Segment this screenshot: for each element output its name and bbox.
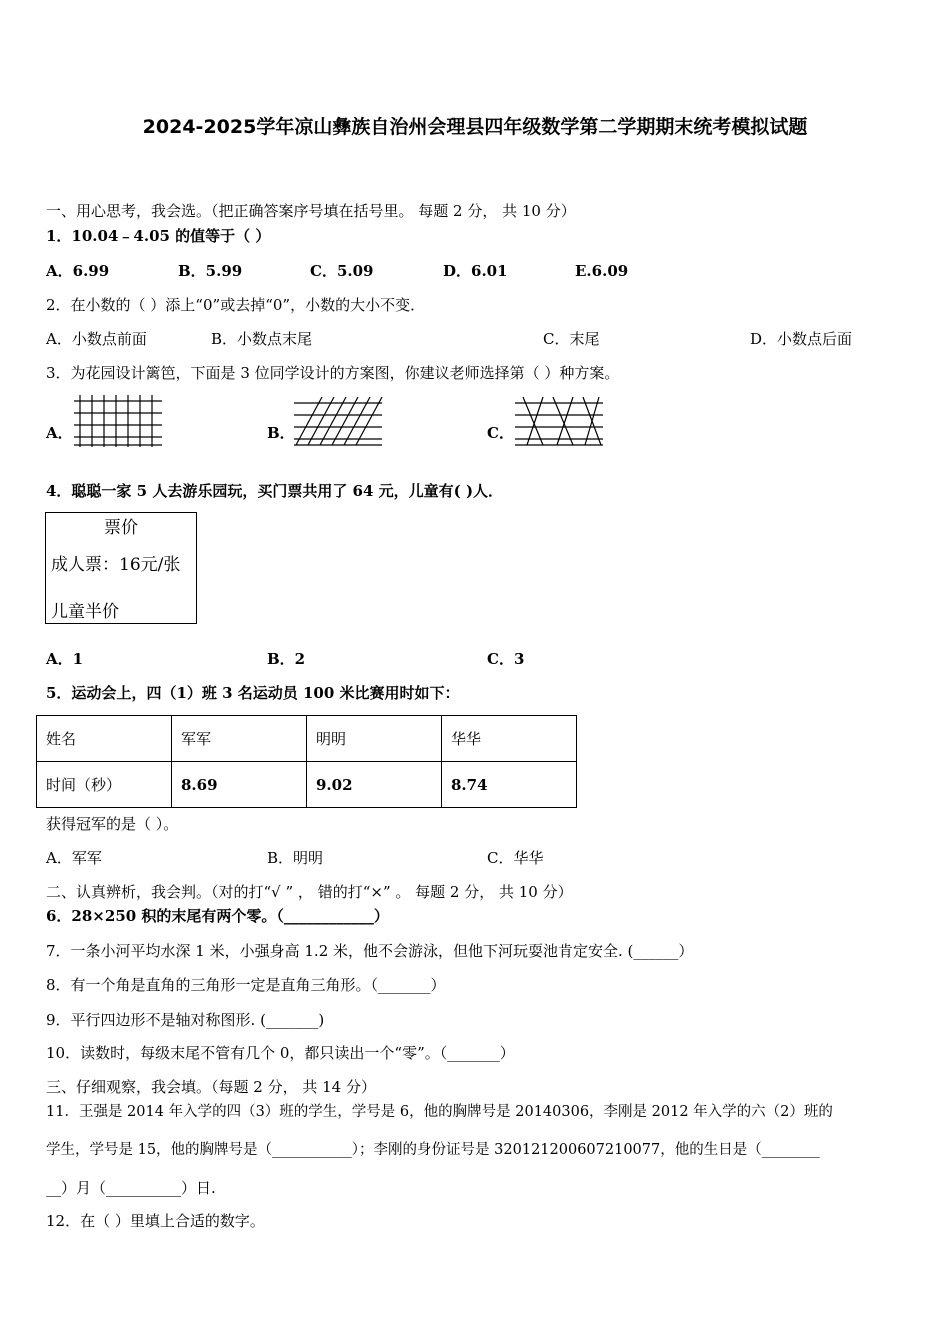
q2-option-a: A．小数点前面 — [46, 330, 147, 348]
ticket-child-price: 儿童半价 — [51, 602, 119, 622]
q4-option-a: A．1 — [46, 650, 84, 668]
q2-option-b: B．小数点末尾 — [211, 330, 313, 348]
ticket-title: 票价 — [104, 518, 138, 538]
q1-option-d: D．6.01 — [443, 262, 508, 280]
question-5: 5．运动会上，四（1）班 3 名运动员 100 米比赛用时如下： — [46, 684, 460, 702]
question-11-line-2: 学生，学号是 15，他的胸牌号是（___________）；李刚的身份证号是 320121200607210077，他的生日是（________ — [46, 1142, 820, 1158]
q5-option-a: A．军军 — [46, 849, 102, 867]
q3-option-a: A． — [46, 424, 73, 442]
table-cell: 明明 — [307, 716, 442, 762]
q4-option-b: B．2 — [267, 650, 306, 668]
q2-option-d: D．小数点后面 — [750, 330, 853, 348]
table-cell: 时间（秒） — [37, 762, 172, 808]
q1-option-e: E.6.09 — [575, 262, 629, 280]
question-6: 6．28×250 积的末尾有两个零。（____________） — [46, 907, 389, 925]
question-8: 8．有一个角是直角的三角形一定是直角三角形。（_______） — [46, 976, 446, 994]
q5-option-b: B．明明 — [267, 849, 324, 867]
fence-c-figure — [513, 395, 605, 447]
q2-option-c: C．末尾 — [543, 330, 600, 348]
question-9: 9．平行四边形不是轴对称图形. (_______) — [46, 1011, 325, 1029]
question-3: 3．为花园设计篱笆，下面是 3 位同学设计的方案图，你建议老师选择第（ ）种方案。 — [46, 364, 620, 382]
question-12: 12．在（ ）里填上合适的数字。 — [46, 1212, 265, 1230]
q1-option-a: A．6.99 — [46, 262, 110, 280]
question-1: 1．10.04﹣4.05 的值等于（ ） — [46, 227, 271, 245]
q5-option-c: C．华华 — [487, 849, 544, 867]
q4-option-c: C．3 — [487, 650, 525, 668]
table-cell: 8.74 — [442, 762, 577, 808]
table-cell: 姓名 — [37, 716, 172, 762]
ticket-price-box — [45, 512, 197, 624]
table-cell: 9.02 — [307, 762, 442, 808]
section-1-header: 一、用心思考，我会选。（把正确答案序号填在括号里。 每题 2 分， 共 10 分） — [46, 202, 576, 220]
q3-option-b: B． — [267, 424, 295, 442]
table-cell: 华华 — [442, 716, 577, 762]
section-3-header: 三、仔细观察，我会填。（每题 2 分， 共 14 分） — [46, 1078, 376, 1096]
section-2-header: 二、认真辨析，我会判。（对的打“√ ” ， 错的打“×” 。 每题 2 分， 共 10 分） — [46, 883, 573, 901]
q1-option-b: B．5.99 — [178, 262, 243, 280]
question-2: 2．在小数的（ ）添上“0”或去掉“0”，小数的大小不变． — [46, 296, 426, 314]
question-4: 4．聪聪一家 5 人去游乐园玩，买门票共用了 64 元，儿童有( )人． — [46, 482, 504, 500]
table-cell: 8.69 — [172, 762, 307, 808]
table-row — [37, 716, 577, 762]
q5-question: 获得冠军的是（ ）。 — [46, 815, 179, 833]
q1-option-c: C．5.09 — [310, 262, 374, 280]
table-row — [37, 762, 577, 808]
fence-b-figure — [292, 395, 384, 447]
page-title: 2024-2025学年凉山彝族自治州会理县四年级数学第二学期期末统考模拟试题 — [142, 116, 808, 138]
fence-a-figure — [72, 395, 164, 447]
question-7: 7．一条小河平均水深 1 米，小强身高 1.2 米，他不会游泳，但他下河玩耍池肯定安全. (______） — [46, 942, 694, 960]
question-10: 10．读数时，每级末尾不管有几个 0，都只读出一个“零”。（_______） — [46, 1044, 515, 1062]
question-11-line-3: __）月（__________）日. — [46, 1179, 216, 1197]
ticket-adult-price: 成人票：16元/张 — [51, 555, 181, 575]
table-cell: 军军 — [172, 716, 307, 762]
question-11-line-1: 11．王强是 2014 年入学的四（3）班的学生，学号是 6，他的胸牌号是 20140306，李刚是 2012 年入学的六（2）班的 — [46, 1104, 833, 1120]
race-time-table — [36, 715, 577, 808]
q3-option-c: C． — [487, 424, 514, 442]
